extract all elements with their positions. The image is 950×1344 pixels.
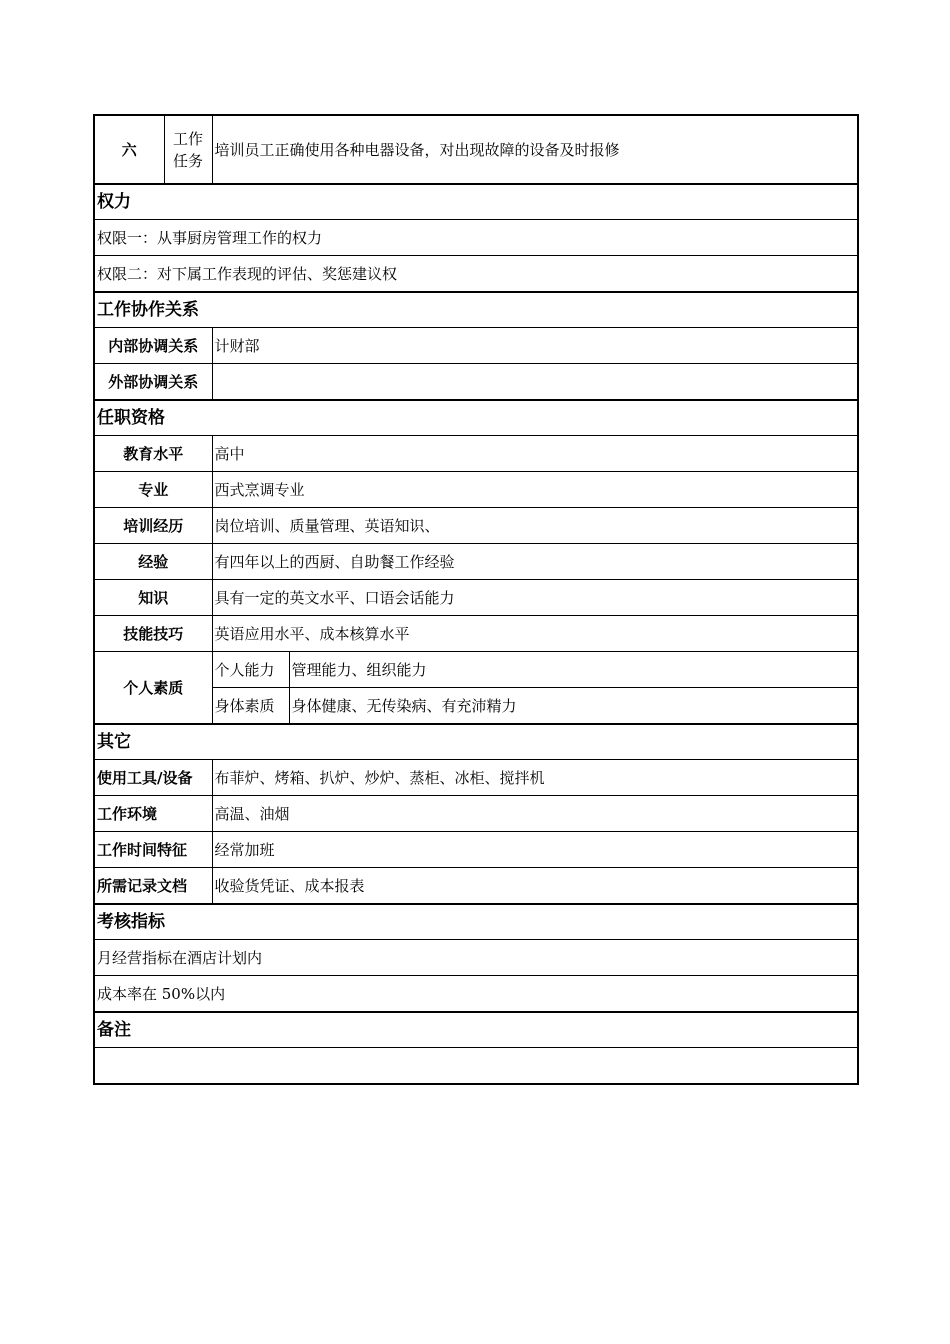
task-row (94, 115, 858, 184)
authority-item: 权限二：对下属工作表现的评估、奖惩建议权 (94, 256, 858, 293)
environment-label: 工作环境 (94, 796, 212, 832)
training-value: 岗位培训、质量管理、英语知识、 (212, 508, 858, 544)
internal-coordination-value: 计财部 (212, 328, 858, 364)
training-label: 培训经历 (94, 508, 212, 544)
remarks-content (94, 1048, 858, 1085)
ability-label: 个人能力 (212, 652, 289, 688)
experience-value: 有四年以上的西厨、自助餐工作经验 (212, 544, 858, 580)
skills-label: 技能技巧 (94, 616, 212, 652)
knowledge-value: 具有一定的英文水平、口语会话能力 (212, 580, 858, 616)
internal-coordination-label: 内部协调关系 (94, 328, 212, 364)
education-value: 高中 (212, 436, 858, 472)
assessment-item: 成本率在 50%以内 (94, 976, 858, 1013)
tools-label: 使用工具/设备 (94, 760, 212, 796)
personal-quality-label: 个人素质 (94, 652, 212, 725)
authority-heading: 权力 (94, 184, 858, 220)
physical-value: 身体健康、无传染病、有充沛精力 (289, 688, 858, 725)
remarks-heading: 备注 (94, 1012, 858, 1048)
education-label: 教育水平 (94, 436, 212, 472)
external-coordination-value (212, 364, 858, 401)
physical-label: 身体素质 (212, 688, 289, 725)
task-label-line2: 任务 (172, 151, 203, 170)
ability-value: 管理能力、组织能力 (289, 652, 858, 688)
task-content: 培训员工正确使用各种电器设备，对出现故障的设备及时报修 (212, 115, 858, 184)
assessment-heading: 考核指标 (94, 904, 858, 940)
major-label: 专业 (94, 472, 212, 508)
authority-item: 权限一：从事厨房管理工作的权力 (94, 220, 858, 256)
external-coordination-label: 外部协调关系 (94, 364, 212, 401)
records-label: 所需记录文档 (94, 868, 212, 905)
other-heading: 其它 (94, 724, 858, 760)
task-label (164, 115, 212, 184)
qualifications-heading: 任职资格 (94, 400, 858, 436)
records-value: 收验货凭证、成本报表 (212, 868, 858, 905)
tools-value: 布菲炉、烤箱、扒炉、炒炉、蒸柜、冰柜、搅拌机 (212, 760, 858, 796)
work-time-value: 经常加班 (212, 832, 858, 868)
major-value: 西式烹调专业 (212, 472, 858, 508)
job-description-sheet (93, 114, 857, 1085)
task-number: 六 (94, 115, 164, 184)
knowledge-label: 知识 (94, 580, 212, 616)
cooperation-heading: 工作协作关系 (94, 292, 858, 328)
job-description-table (93, 114, 859, 1085)
work-time-label: 工作时间特征 (94, 832, 212, 868)
experience-label: 经验 (94, 544, 212, 580)
environment-value: 高温、油烟 (212, 796, 858, 832)
skills-value: 英语应用水平、成本核算水平 (212, 616, 858, 652)
task-label-line1: 工作 (172, 129, 203, 148)
assessment-item: 月经营指标在酒店计划内 (94, 940, 858, 976)
